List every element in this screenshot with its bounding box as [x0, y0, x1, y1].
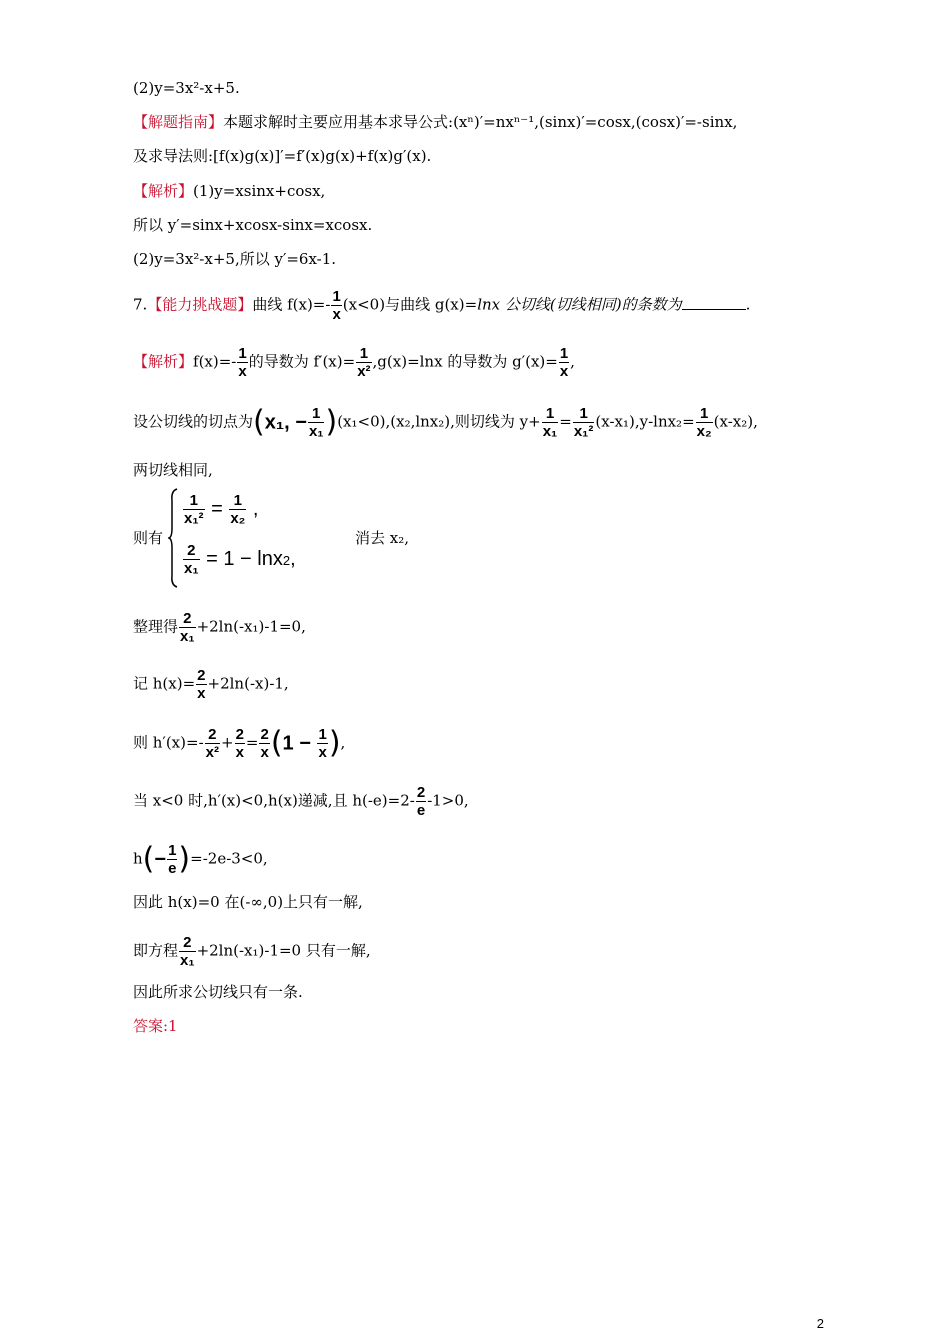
fraction-1-over-x: $\frac{1}{x}$ — [332, 288, 341, 323]
solution-guide-tag: 【解题指南】 — [133, 113, 224, 131]
line-5: 所以 y′=sinx+xcosx-sinx=xcosx. — [133, 216, 373, 234]
line-1: (2)y=3x²-x+5. — [133, 79, 240, 97]
equation-2: $\frac{2}{\text{x₁}}$ = 1 − lnx2, — [184, 542, 296, 577]
challenge-tag: 【能力挑战题】 — [147, 295, 253, 314]
solution-line-9: h(− $\frac{1}{e}$ )=-2e-3<0, — [133, 841, 268, 877]
analysis-tag: 【解析】 — [133, 182, 194, 200]
answer-blank — [682, 295, 746, 310]
solution-line-11: 即方程 $\frac{2}{\text{x₁}}$ +2ln(-x₁)-1=0 只有一解, — [133, 934, 371, 969]
solution-line-10: 因此 h(x)=0 在(-∞,0)上只有一解, — [133, 893, 363, 911]
page-number: 2 — [816, 1316, 824, 1331]
equation-1: $\frac{1}{\text{x₁²}}$ = $\frac{1}{\text{x₂}}$ , — [184, 492, 259, 527]
solution-line-5: 整理得 $\frac{2}{\text{x₁}}$ +2ln(-x₁)-1=0, — [133, 610, 306, 645]
analysis-tag-2: 【解析】 — [133, 352, 194, 371]
question-7: 7.【能力挑战题】曲线 f(x)=- $\frac{1}{x}$ (x<0)与曲线 g(x)=lnx 公切线(切线相同)的条数为 . — [133, 288, 751, 323]
solution-line-3: 两切线相同, — [133, 461, 213, 479]
solution-line-1: 【解析】f(x)=- $\frac{1}{x}$ 的导数为 f′(x)= $\frac{1}{\text{x²}}$ ,g(x)=lnx 的导数为 g′(x)= $\frac{1}{x}$ , — [133, 345, 575, 380]
solution-line-6: 记 h(x)= $\frac{2}{x}$ +2ln(-x)-1, — [133, 667, 289, 702]
solution-line-12: 因此所求公切线只有一条. — [133, 983, 303, 1001]
solution-line-8: 当 x<0 时,h′(x)<0,h(x)递减,且 h(-e)=2- $\frac{2}{e}$ -1>0, — [133, 784, 469, 819]
answer: 答案:1 — [133, 1017, 178, 1035]
equation-system — [168, 488, 338, 588]
tangent-point: (x₁, − $\frac{1}{\text{x₁}}$ ) — [253, 404, 338, 440]
solution-line-7: 则 h′(x)=- $\frac{2}{\text{x²}}$ + $\frac{2}{x}$ = $\frac{2}{x}$ (1 − $\frac{1}{x}$ ), — [133, 725, 346, 761]
line-6: (2)y=3x²-x+5,所以 y′=6x-1. — [133, 250, 337, 268]
solution-line-2: 设公切线的切点为(x₁, − $\frac{1}{\text{x₁}}$ )(x₁<0),(x₂,lnx₂),则切线为 y+ $\frac{1}{\text{x₁}}$ = $\frac{1}{\text{x₁²}}$ (x-x₁),y-lnx₂= $\frac{1}{\text{x₂}}$ (x-x₂), — [133, 404, 758, 440]
line-2 — [133, 112, 737, 132]
system-label: 则有 — [133, 529, 164, 547]
solution-guide-text: 本题求解时主要应用基本求导公式:(xⁿ)′=nxⁿ⁻¹,(sinx)′=cosx,(cosx)′=-sinx, — [223, 113, 738, 131]
line-3: 及求导法则:[f(x)g(x)]′=f′(x)g(x)+f(x)g′(x). — [133, 147, 432, 165]
line-4: 【解析】(1)y=xsinx+cosx, — [133, 182, 326, 200]
eliminate-text: 消去 x₂, — [355, 529, 410, 547]
left-brace-icon — [168, 488, 178, 588]
